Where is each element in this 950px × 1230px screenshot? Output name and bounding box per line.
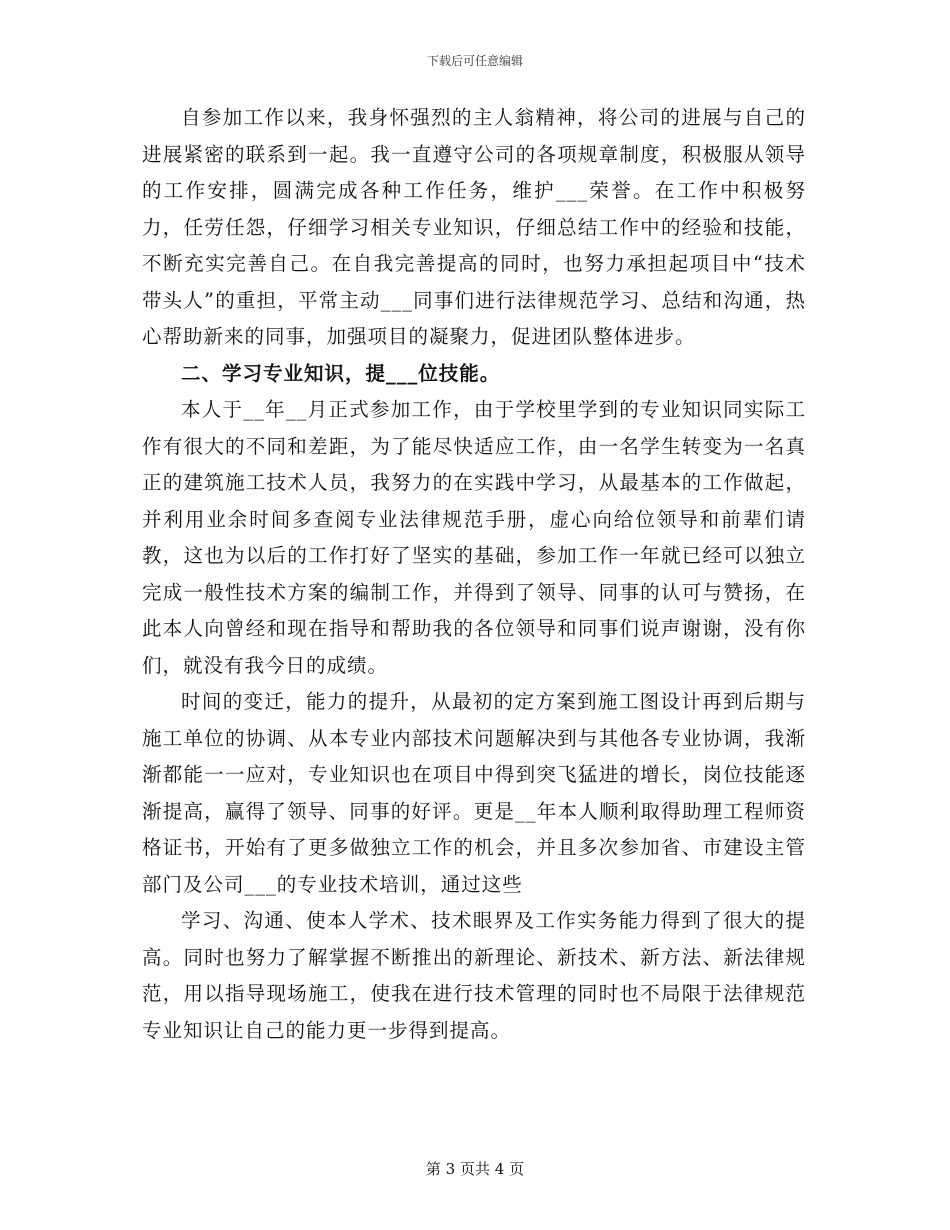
paragraph-further-improvement: 学习、沟通、使本人学术、技术眼界及工作实务能力得到了很大的提高。同时也努力了解掌握不断推出的新理论、新技术、新方法、新法律规范，用以指导现场施工，使我在进行技术管理的同时也不局限于法律规范专业知识让自己的能力更一步得到提高。 (142, 909, 806, 1042)
section-heading-professional-skills: 二、学习专业知识，提___位技能。 (181, 361, 501, 385)
document-body (142, 100, 806, 1049)
paragraph-learning-on-job: 本人于__年__月正式参加工作，由于学校里学到的专业知识同实际工作有很大的不同和差距，为了能尽快适应工作，由一名学生转变为一名真正的建筑施工技术人员，我努力的在实践中学习，从最基本的工作做起，并利用业余时间多查阅专业法律规范手册，虚心向给位领导和前辈们请教，这也为以后的工作打好了坚实的基础，参加工作一年就已经可以独立完成一般性技术方案的编制工作，并得到了领导、同事的认可与赞扬，在此本人向曾经和现在指导和帮助我的各位领导和同事们说声谢谢，没有你们，就没有我今日的成绩。 (142, 398, 806, 677)
page-footer: 第 3 页共 4 页 (425, 1160, 525, 1178)
paragraph-work-attitude: 自参加工作以来，我身怀强烈的主人翁精神，将公司的进展与自己的进展紧密的联系到一起。我一直遵守公司的各项规章制度，积极服从领导的工作安排，圆满完成各种工作任务，维护___荣誉。在工作中积极努力，任劳任怨，仔细学习相关专业知识，仔细总结工作中的经验和技能，不断充实完善自己。在自我完善提高的同时，也努力承担起项目中“技术带头人”的重担，平常主动___同事们进行法律规范学习、总结和沟通，热心帮助新来的同事，加强项目的凝聚力，促进团队整体进步。 (142, 106, 806, 348)
paragraph-ability-growth: 时间的变迁，能力的提升，从最初的定方案到施工图设计再到后期与施工单位的协调、从本专业内部技术问题解决到与其他各专业协调，我渐渐都能一一应对，专业知识也在项目中得到突飞猛进的增长，岗位技能逐渐提高，赢得了领导、同事的好评。更是__年本人顺利取得助理工程师资格证书，开始有了更多做独立工作的机会，并且多次参加省、市建设主管部门及公司___的专业技术培训，通过这些 (142, 690, 806, 896)
page-header: 下载后可任意编辑 (426, 54, 523, 68)
